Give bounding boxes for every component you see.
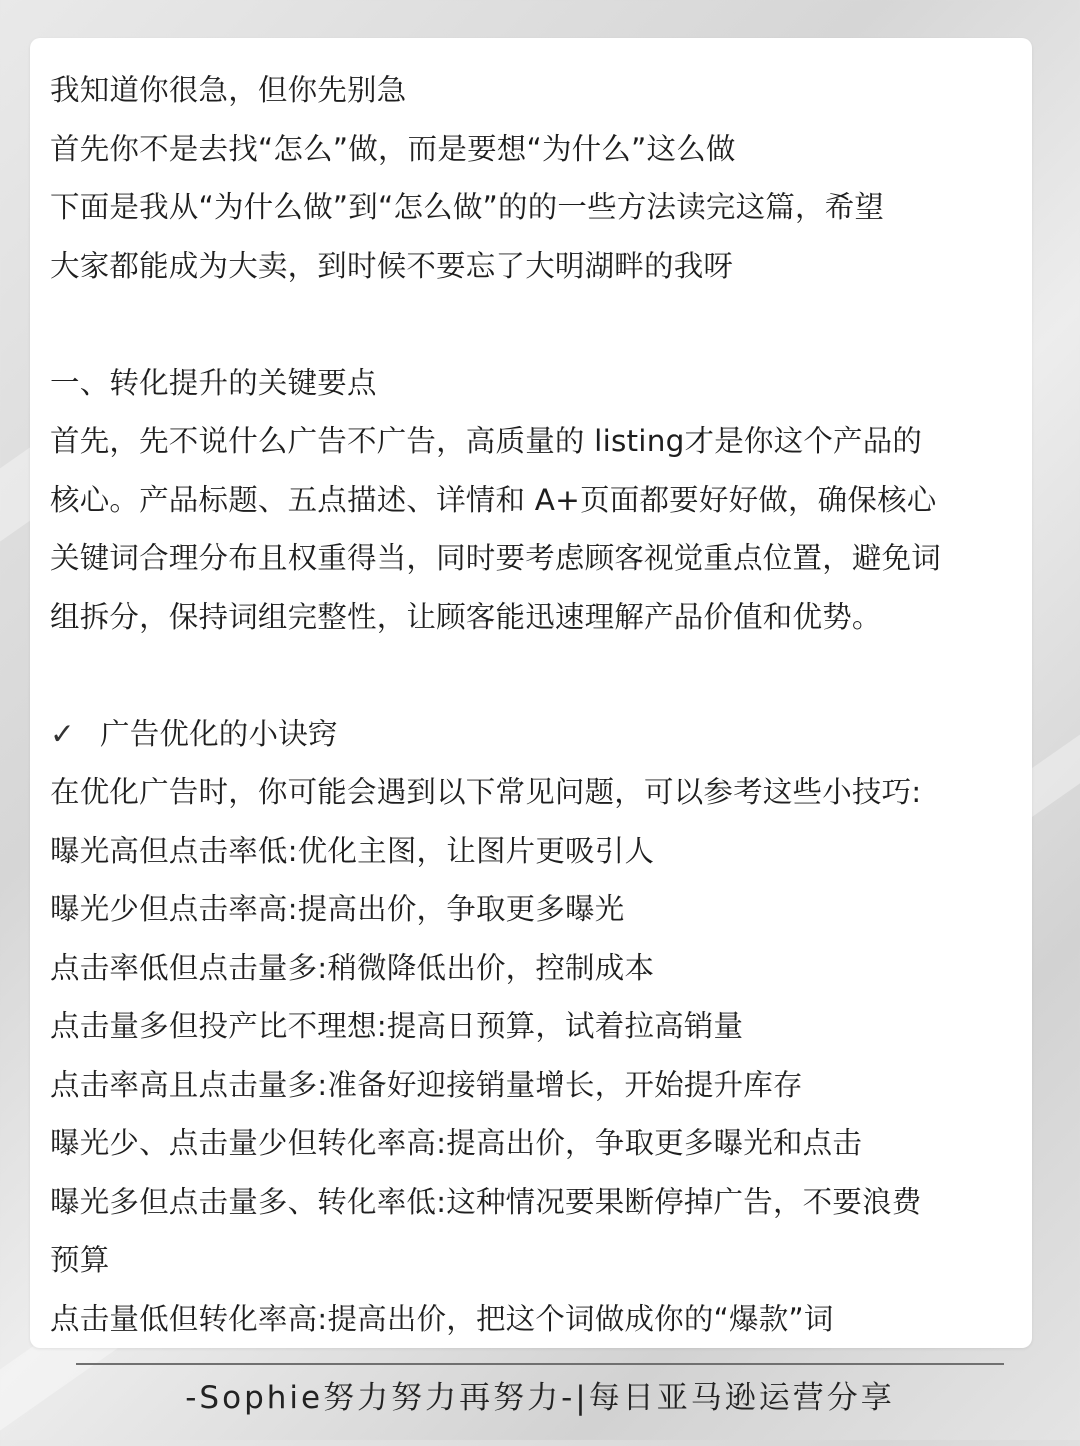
text-body xyxy=(50,61,1032,1348)
footer-divider xyxy=(76,1363,1004,1365)
section2-line: 点击量低但转化率高:提高出价，把这个词做成你的“爆款”词 xyxy=(50,1301,834,1336)
footer-signature: -Sophie努力努力再努力-|每日亚马逊运营分享 xyxy=(185,1380,895,1416)
intro-line: 首先你不是去找“怎么”做，而是要想“为什么”这么做 xyxy=(50,131,736,166)
section2-line: 在优化广告时，你可能会遇到以下常见问题，可以参考这些小技巧: xyxy=(50,775,922,809)
intro-line: 大家都能成为大卖，到时候不要忘了大明湖畔的我呀 xyxy=(50,248,734,283)
section1-line: 关键词合理分布且权重得当，同时要考虑顾客视觉重点位置，避免词 xyxy=(50,541,942,575)
section2-heading: 广告优化的小诀窍 xyxy=(100,716,338,751)
section2-line: 点击率低但点击量多:稍微降低出价，控制成本 xyxy=(50,950,655,985)
paragraph-spacer xyxy=(50,295,1032,354)
section2-line: 预算 xyxy=(50,1243,110,1277)
section1-line: 首先，先不说什么广告不广告，高质量的 listing才是你这个产品的 xyxy=(50,424,923,458)
paragraph-spacer xyxy=(50,646,1032,705)
section2-line: 点击量多但投产比不理想:提高日预算，试着拉高销量 xyxy=(50,1009,744,1043)
intro-line: 下面是我从“为什么做”到“怎么做”的的一些方法读完这篇，希望 xyxy=(50,190,885,224)
section1-line: 核心。产品标题、五点描述、详情和 A+页面都要好好做，确保核心 xyxy=(50,482,937,517)
section2-heading-row xyxy=(50,705,1032,764)
content-card xyxy=(30,38,1032,1348)
section2-line: 曝光少但点击率高:提高出价，争取更多曝光 xyxy=(50,892,625,926)
section1-line: 组拆分，保持词组完整性，让顾客能迅速理解产品价值和优势。 xyxy=(50,599,882,634)
section2-line: 曝光少、点击量少但转化率高:提高出价，争取更多曝光和点击 xyxy=(50,1126,863,1160)
section2-line: 曝光高但点击率低:优化主图，让图片更吸引人 xyxy=(50,833,655,868)
check-icon: ✓ xyxy=(50,716,75,751)
section2-line: 曝光多但点击量多、转化率低:这种情况要果断停掉广告，不要浪费 xyxy=(50,1184,922,1219)
intro-line: 我知道你很急，但你先别急 xyxy=(50,73,407,107)
section1-heading: 一、转化提升的关键要点 xyxy=(50,365,377,400)
section2-line: 点击率高且点击量多:准备好迎接销量增长，开始提升库存 xyxy=(50,1067,803,1102)
